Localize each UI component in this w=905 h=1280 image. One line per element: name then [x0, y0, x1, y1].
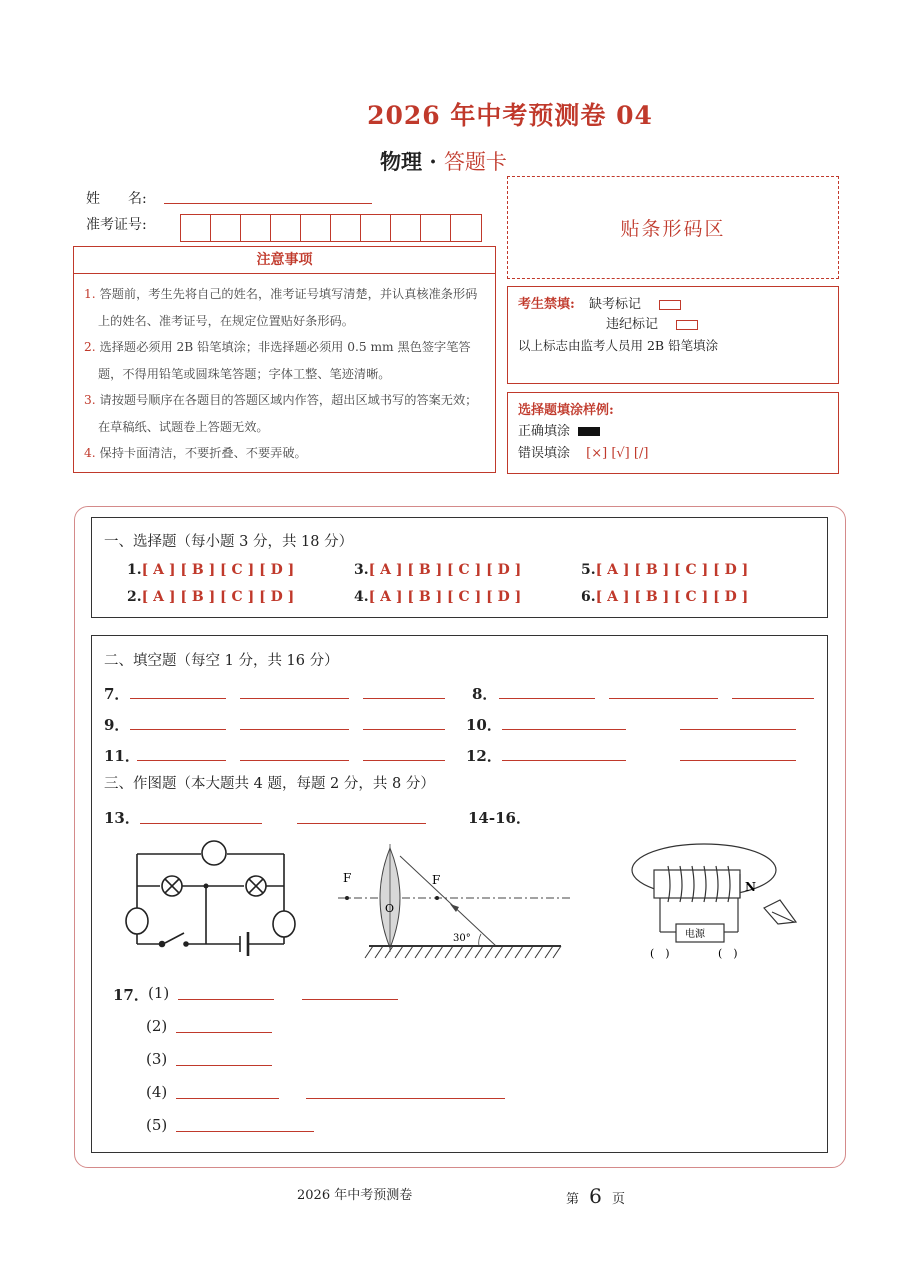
- q10-blank-1[interactable]: [502, 729, 626, 730]
- choice-q6[interactable]: 6.[ A ] [ B ] [ C ] [ D ]: [581, 589, 749, 605]
- q17-5-blank[interactable]: [176, 1131, 314, 1132]
- power-label: 电源: [685, 929, 705, 940]
- page-subtitle: [380, 146, 507, 176]
- lens-center-o: O: [385, 902, 395, 915]
- choice-q5[interactable]: 5.[ A ] [ B ] [ C ] [ D ]: [581, 562, 749, 578]
- subject-label: 物理: [380, 149, 422, 174]
- footer-title: 2026 年中考预测卷: [297, 1188, 413, 1203]
- notice-item: 1. 答题前，考生先将自己的姓名，准考证号填写清楚，并认真核准条形码上的姓名、准考证号，在规定位置贴好条形码。: [84, 287, 478, 328]
- choice-q1[interactable]: 1.[ A ] [ B ] [ C ] [ D ]: [127, 562, 295, 578]
- examiner-only-box: [507, 286, 839, 384]
- id-box[interactable]: [331, 215, 361, 241]
- q12-label: 12．: [466, 747, 502, 765]
- section2-title: 二、填空题（每空 1 分，共 16 分）: [104, 653, 339, 669]
- q17-sub1-label: (1): [148, 984, 170, 1002]
- choice-q3[interactable]: 3.[ A ] [ B ] [ C ] [ D ]: [354, 562, 522, 578]
- id-box[interactable]: [391, 215, 421, 241]
- name-field[interactable]: [164, 203, 372, 204]
- q17-sub2-label: (2): [146, 1017, 168, 1035]
- q9-blank-1[interactable]: [130, 729, 226, 730]
- choice-q2[interactable]: 2.[ A ] [ B ] [ C ] [ D ]: [127, 589, 295, 605]
- fill-sample-box: [507, 392, 839, 474]
- correct-label: 正确填涂: [518, 424, 571, 439]
- q13-blank-2[interactable]: [297, 823, 426, 824]
- q8-blank-2[interactable]: [609, 698, 718, 699]
- id-box[interactable]: [301, 215, 331, 241]
- notice-item: 4. 保持卡面清洁，不要折叠、不要弄破。: [84, 446, 307, 460]
- q7-blank-2[interactable]: [240, 698, 349, 699]
- id-box[interactable]: [271, 215, 301, 241]
- subtitle-dot: ·: [429, 149, 437, 174]
- footer-page: [566, 1184, 625, 1208]
- page-suffix: 页: [612, 1192, 626, 1207]
- wrong-marks: [×] [√] [/]: [586, 446, 649, 461]
- q9-blank-3[interactable]: [363, 729, 445, 730]
- id-number-boxes[interactable]: [180, 214, 482, 242]
- violation-mark-box[interactable]: [676, 320, 698, 330]
- wrong-label: 错误填涂: [518, 446, 571, 461]
- section1-title: 一、选择题（每小题 3 分，共 18 分）: [104, 534, 354, 550]
- q17-4-blank-2[interactable]: [306, 1098, 505, 1099]
- q12-blank-1[interactable]: [502, 760, 626, 761]
- q11-label: 11．: [104, 747, 140, 765]
- violation-label: 违纪标记: [606, 317, 659, 332]
- q13-blank-1[interactable]: [140, 823, 262, 824]
- absent-label: 缺考标记: [588, 297, 641, 312]
- page-number: 6: [589, 1184, 602, 1208]
- q9-label: 9．: [104, 716, 130, 734]
- notice-heading: 注意事项: [73, 246, 496, 274]
- angle-label: 30°: [453, 933, 471, 944]
- absent-mark-box[interactable]: [659, 300, 681, 310]
- circuit-diagram[interactable]: [120, 836, 300, 958]
- lens-f-right: F: [432, 873, 441, 887]
- q7-label: 7．: [104, 685, 130, 703]
- notice-item: 3. 请按题号顺序在各题目的答题区域内作答，超出区域书写的答案无效；在草稿纸、试题卷上答题无效。: [84, 393, 478, 434]
- q11-blank-1[interactable]: [137, 760, 226, 761]
- id-box[interactable]: [361, 215, 391, 241]
- id-label: 准考证号:: [86, 217, 147, 233]
- lens-diagram[interactable]: [333, 840, 578, 966]
- choice-q4[interactable]: 4.[ A ] [ B ] [ C ] [ D ]: [354, 589, 522, 605]
- page-title: 2026 年中考预测卷 04: [367, 101, 653, 130]
- q13-label: 13．: [104, 809, 140, 827]
- electromagnet-diagram[interactable]: [628, 836, 806, 964]
- q17-3-blank[interactable]: [176, 1065, 272, 1066]
- forbid-note: 以上标志由监考人员用 2B 铅笔填涂: [518, 338, 719, 353]
- lens-f-left: F: [343, 871, 352, 885]
- section3-title: 三、作图题（本大题共 4 题，每题 2 分，共 8 分）: [104, 776, 435, 792]
- q17-sub3-label: (3): [146, 1050, 168, 1068]
- q10-label: 10．: [466, 716, 502, 734]
- id-box[interactable]: [181, 215, 211, 241]
- id-box[interactable]: [451, 215, 481, 241]
- q17-2-blank[interactable]: [176, 1032, 272, 1033]
- q17-1-blank-2[interactable]: [302, 999, 398, 1000]
- q11-blank-2[interactable]: [240, 760, 349, 761]
- page-prefix: 第: [566, 1192, 580, 1207]
- paren-left: ( ): [650, 947, 670, 960]
- q9-blank-2[interactable]: [240, 729, 349, 730]
- name-label: 姓 名:: [86, 191, 147, 207]
- q11-blank-3[interactable]: [363, 760, 445, 761]
- id-box[interactable]: [241, 215, 271, 241]
- q12-blank-2[interactable]: [680, 760, 796, 761]
- q17-sub5-label: (5): [146, 1116, 168, 1134]
- id-box[interactable]: [421, 215, 451, 241]
- correct-fill-sample: [578, 427, 600, 436]
- id-box[interactable]: [211, 215, 241, 241]
- q14-16-label: 14-16．: [468, 809, 531, 827]
- barcode-area: 贴条形码区: [507, 176, 839, 279]
- forbid-head: 考生禁填:: [518, 297, 575, 312]
- q7-blank-1[interactable]: [130, 698, 226, 699]
- notice-item: 2. 选择题必须用 2B 铅笔填涂；非选择题必须用 0.5 mm 黑色签字笔答题，不得用铅笔或圆珠笔答题；字体工整、笔迹清晰。: [84, 340, 471, 381]
- q17-1-blank-1[interactable]: [178, 999, 274, 1000]
- q8-label: 8．: [472, 685, 498, 703]
- q17-sub4-label: (4): [146, 1083, 168, 1101]
- q17-label: 17．: [113, 986, 149, 1004]
- q7-blank-3[interactable]: [363, 698, 445, 699]
- q10-blank-2[interactable]: [680, 729, 796, 730]
- q8-blank-1[interactable]: [499, 698, 595, 699]
- pole-n-label: N: [745, 880, 756, 894]
- card-label: 答题卡: [443, 150, 507, 174]
- notice-body: [73, 273, 496, 473]
- q17-4-blank-1[interactable]: [176, 1098, 279, 1099]
- paren-right: ( ): [718, 947, 738, 960]
- sample-head: 选择题填涂样例:: [518, 403, 614, 418]
- q8-blank-3[interactable]: [732, 698, 814, 699]
